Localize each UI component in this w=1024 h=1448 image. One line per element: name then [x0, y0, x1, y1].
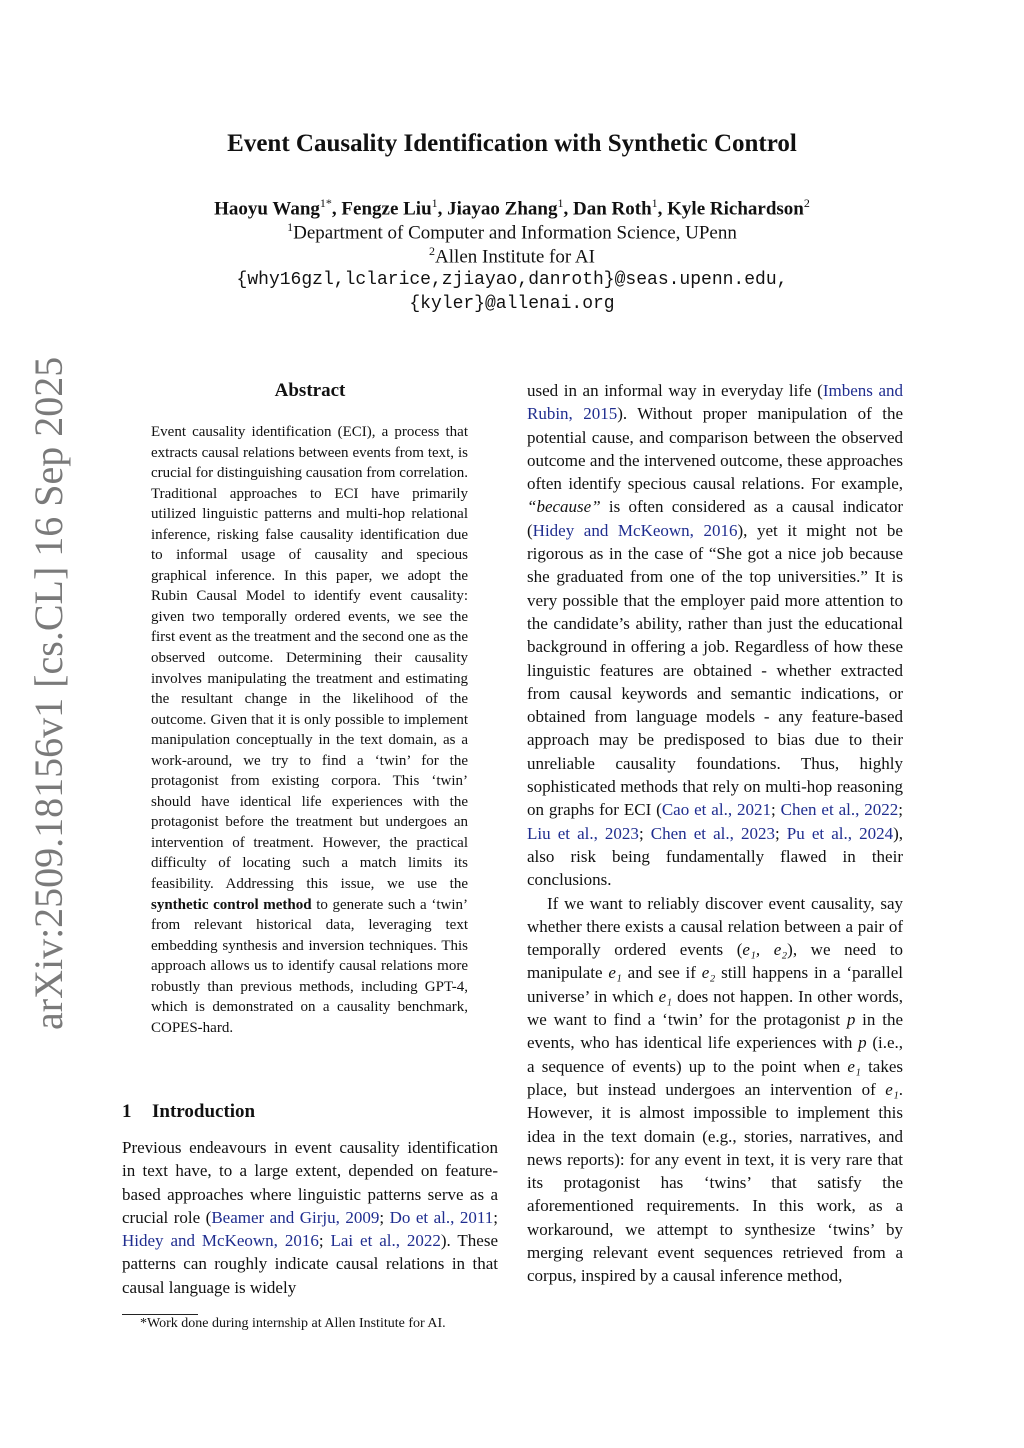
citation-link[interactable]: Hidey and McKeown, 2016 [122, 1231, 319, 1251]
author-affiliation-mark: 1 [557, 196, 564, 210]
math-symbol: e₁, e₂ [742, 940, 788, 960]
author-name: Kyle Richardson [667, 198, 804, 220]
author-name: Fengze Liu [341, 198, 432, 220]
text-run: ; [774, 823, 787, 843]
footnote-divider [122, 1314, 198, 1315]
arxiv-identifier: arXiv:2509.18156v1 [cs.CL] 16 Sep 2025 [26, 356, 71, 1030]
emphasis-text: “because” [527, 497, 601, 517]
text-run: ), we need to manipulate [527, 940, 903, 983]
text-run: ). These patterns can roughly indicate causal relations in that causal language is widely [122, 1231, 498, 1297]
author-list: Haoyu Wang$^{1*}$, Fengze Liu$^1$, Jiayao Zhang$^1$, Dan Roth$^1$, Kyle Richardson$^2$ [214, 196, 810, 220]
affiliation-ai2 [0, 244, 1024, 268]
introduction-paragraph [122, 1136, 498, 1299]
author-name: Dan Roth [573, 198, 652, 220]
text-run: ), yet it might not be rigorous as in the case of “She got a nice job because she graduated from one of the top universities.” It is very possible that the employer paid more attention to the candidate’s ability, rather than just the educational background in offering a job. Regardless of how these linguistic features are obtained - whether extracted from causal keywords and semantic indications, or obtained from language models - any feature-based approach may be predisposed to bias due to their unreliable causality foundations. Thus, highly sophisticated methods that rely on multi-hop reasoning on graphs for ECI ( [527, 520, 903, 820]
text-run: ; [493, 1207, 498, 1227]
citation-link[interactable]: Chen et al., 2022 [780, 800, 899, 820]
math-symbol: e₁ [847, 1056, 861, 1076]
citation-link[interactable]: Chen et al., 2023 [650, 823, 775, 843]
email-line-1[interactable]: {why16gzl,lclarice,zjiayao,danroth}@seas.upenn.edu, [236, 270, 788, 290]
section-title: Introduction [152, 1101, 256, 1122]
paragraph [527, 892, 903, 1288]
abstract-bold-term: synthetic control method [151, 896, 312, 913]
citation-link[interactable]: Beamer and Girju, 2009 [211, 1207, 380, 1227]
affiliation-text: Department of Computer and Information Science, UPenn [293, 222, 737, 244]
author-name: Haoyu Wang [214, 198, 320, 220]
text-run: If we want to reliably discover event causality, say whether there exists a causal relation between a pair of temporally ordered events ( [527, 893, 903, 960]
citation-link[interactable]: Pu et al., 2024 [786, 823, 894, 843]
text-run: is often considered as a causal indicator ( [527, 497, 903, 540]
text-run: . However, it is almost impossible to implement this idea in the text domain (e.g., stories, narratives, and news reports): for any event in text, it is very rare that its protagonist has ‘twins’ that satisfy the aforementioned requirements. In this work, as a workaround, we attempt to synthesize ‘twins’ by merging relevant event sequences retrieved from a corpus, inspired by a causal inference method, [527, 1079, 903, 1286]
text-run: still happens in a ‘parallel universe’ in which [527, 963, 903, 1006]
text-run: ; [379, 1207, 390, 1227]
math-symbol: p [858, 1033, 867, 1053]
author-name: Jiayao Zhang [447, 198, 558, 220]
math-symbol: e₁ [885, 1079, 899, 1099]
email-line-2[interactable]: {kyler}@allenai.org [409, 294, 615, 314]
author-affiliation-mark: 1 [431, 196, 438, 210]
math-symbol: e₂ [701, 963, 716, 983]
math-symbol: p [846, 1010, 856, 1030]
text-run: ; [638, 823, 651, 843]
affiliation-text: Allen Institute for AI [435, 246, 595, 268]
abstract-text [151, 422, 468, 1038]
abstract-text-part: to generate such a ‘twin’ from relevant historical data, leveraging text embedding synthesis and inversion techniques. This approach allows us to identify causal relations more robustly than previous methods, including GPT-4, which is demonstrated on a causality benchmark, COPES-hard. [151, 896, 468, 1036]
affiliation-upenn [0, 220, 1024, 244]
citation-link[interactable]: Imbens and Rubin, 2015 [527, 381, 904, 424]
text-run: and see if [621, 963, 702, 983]
text-run: used in an informal way in everyday life ( [527, 381, 823, 400]
text-run: in the events, who has identical life experiences with [527, 1010, 903, 1053]
citation-link[interactable]: Cao et al., 2021 [661, 800, 771, 820]
section-heading-introduction [122, 1101, 255, 1123]
text-run: takes place, but instead undergoes an intervention of [527, 1056, 903, 1099]
abstract-heading: Abstract [274, 380, 346, 401]
text-run: ), also risk being fundamentally flawed in their conclusions. [527, 823, 903, 890]
abstract-text-part: Event causality identification (ECI), a process that extracts causal relations between events from text, is crucial for distinguishing causation from correlation. Traditional approaches to ECI have primarily utilized linguistic patterns and multi-hop relational inference, risking false causality identification due to informal usage of causality and specious graphical inference. In this paper, we adopt the Rubin Causal Model to identify event causality: given two temporally ordered events, we see the first event as the treatment and the second one as the observed outcome. Determining their causality involves manipulating the treatment and estimating the resultant change in the likelihood of the outcome. Given that it is only possible to implement manipulation conceptually in the text domain, as a work-around, we try to find a ‘twin’ for the protagonist from existing corpora. This ‘twin’ should have identical life experiences with the protagonist before the treatment but undergoes an intervention of treatment. However, the practical difficulty of locating such a match limits its feasibility. Addressing this issue, we use the [151, 424, 468, 893]
text-run: ). Without proper manipulation of the potential cause, and comparison between the observed outcome and the intervened outcome, these approaches often identify specious causal relations. For example, [527, 404, 903, 494]
text-run: ; [770, 800, 781, 820]
section-number: 1 [122, 1101, 132, 1122]
math-symbol: e₁ [658, 986, 673, 1006]
text-run: ; [898, 800, 904, 820]
citation-link[interactable]: Hidey and McKeown, 2016 [532, 520, 738, 540]
author-affiliation-mark: 1 [651, 196, 658, 210]
citation-link[interactable]: Lai et al., 2022 [330, 1231, 441, 1251]
math-symbol: e₁ [608, 963, 622, 983]
citation-link[interactable]: Liu et al., 2023 [527, 823, 639, 843]
text-run: ; [318, 1231, 331, 1251]
right-column [527, 379, 903, 1288]
author-affiliation-mark: 2 [803, 196, 810, 210]
affiliation-mark: 1 [287, 220, 294, 234]
text-run: Previous endeavours in event causality identification in text have, to a large extent, depended on feature-based approaches where linguistic patterns serve as a crucial role ( [122, 1138, 498, 1227]
text-run: does not happen. In other words, we want to find a ‘twin’ for the protagonist [527, 986, 903, 1030]
author-affiliation-mark: 1* [319, 196, 332, 210]
footnote: *Work done during internship at Allen Institute for AI. [140, 1316, 446, 1331]
citation-link[interactable]: Do et al., 2011 [389, 1207, 494, 1227]
paper-title: Event Causality Identification with Synthetic Control [227, 130, 797, 157]
paragraph-continued [527, 379, 903, 892]
text-run: (i.e., a sequence of events) up to the point when [527, 1033, 903, 1076]
affiliation-mark: 2 [429, 244, 436, 258]
